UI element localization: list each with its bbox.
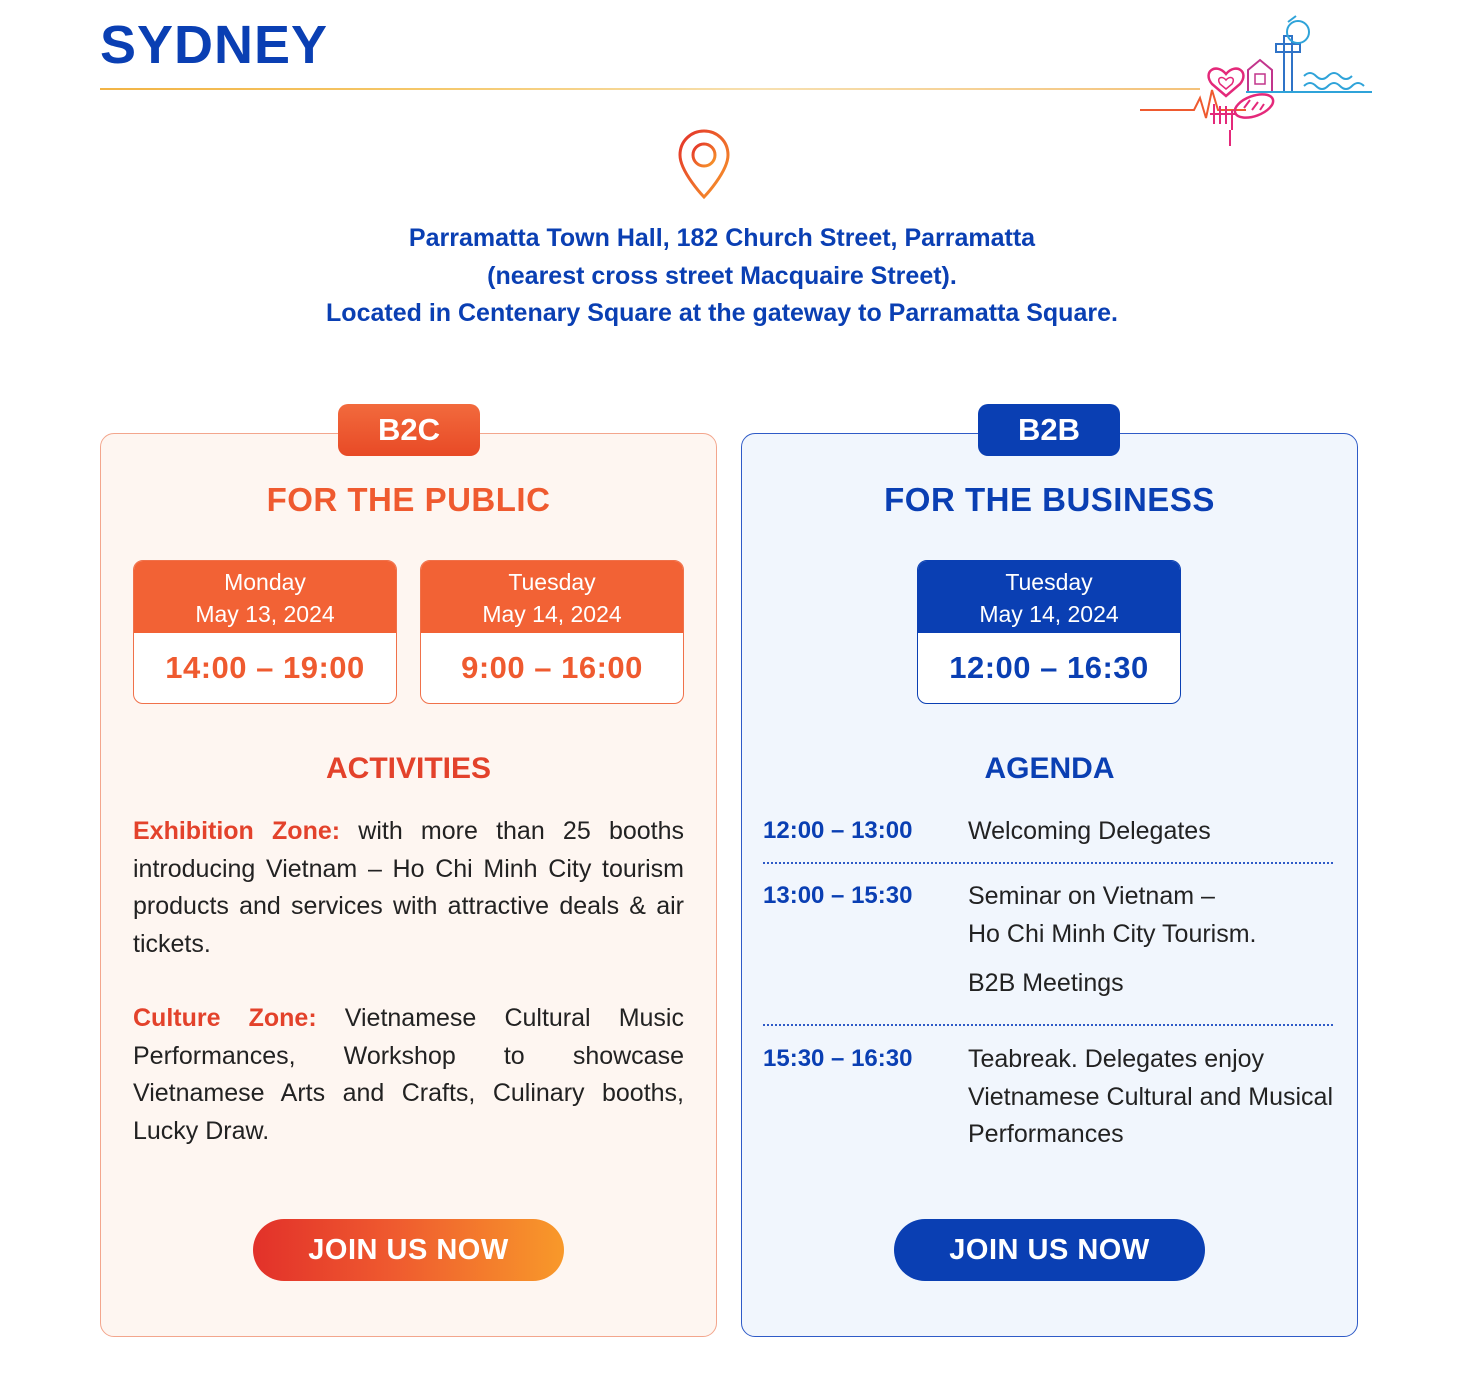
date-day: Monday (224, 569, 306, 595)
b2c-date-box-tuesday (420, 560, 684, 704)
date-header (421, 561, 683, 633)
b2b-date-box (917, 560, 1181, 704)
date-day: Tuesday (1005, 569, 1093, 595)
b2c-tag: B2C (338, 404, 480, 456)
date-value: May 13, 2024 (195, 601, 335, 627)
date-header (918, 561, 1180, 633)
b2c-date-box-monday (133, 560, 397, 704)
agenda-divider (763, 862, 1333, 864)
b2b-tag: B2B (978, 404, 1120, 456)
agenda-divider (763, 1024, 1333, 1026)
title-divider (100, 88, 1200, 90)
b2b-heading: FOR THE BUSINESS (884, 481, 1215, 518)
address-line: (nearest cross street Macquaire Street). (487, 261, 957, 290)
b2b-join-button[interactable]: JOIN US NOW (894, 1219, 1205, 1281)
map-pin-icon (673, 128, 735, 200)
date-value: May 14, 2024 (979, 601, 1119, 627)
zone-text: Vietnamese Cultural Music Performances, Workshop to showcase Vietnamese Arts and Crafts, Culinary booths, Lucky Draw. (133, 1004, 684, 1145)
address-line: Parramatta Town Hall, 182 Church Street, Parramatta (408, 224, 1036, 252)
zone-label: Exhibition Zone: (133, 817, 341, 845)
b2c-join-button[interactable]: JOIN US NOW (253, 1219, 564, 1281)
agenda-line: B2B Meetings (968, 969, 1124, 997)
date-time: 12:00 – 16:30 (949, 650, 1149, 685)
culture-zone-description (133, 1000, 684, 1150)
agenda-line: Ho Chi Minh City Tourism. (968, 919, 1257, 948)
b2c-heading: FOR THE PUBLIC (266, 481, 551, 518)
address-line: Located in Centenary Square at the gateway to Parramatta Square. (326, 299, 1118, 327)
date-time: 9:00 – 16:00 (461, 650, 643, 685)
zone-text: with more than 25 booths introducing Vietnam – Ho Chi Minh City tourism products and services with attractive deals & air tickets. (133, 817, 684, 958)
agenda-description: Welcoming Delegates (968, 817, 1211, 845)
date-day: Tuesday (508, 569, 596, 595)
agenda-line: Seminar on Vietnam – (968, 882, 1215, 910)
agenda-time: 15:30 – 16:30 (763, 1045, 913, 1072)
date-time: 14:00 – 19:00 (165, 650, 365, 685)
date-value: May 14, 2024 (482, 601, 622, 627)
exhibition-zone-description (133, 813, 684, 963)
agenda-time: 12:00 – 13:00 (763, 817, 913, 844)
agenda-description: Teabreak. Delegates enjoy Vietnamese Cultural and Musical Performances (968, 1045, 1334, 1148)
sydney-skyline-icon (1136, 14, 1376, 150)
agenda-time: 13:00 – 15:30 (763, 882, 913, 909)
activities-heading: ACTIVITIES (325, 752, 491, 785)
date-header (134, 561, 396, 633)
agenda-description (968, 878, 1338, 1003)
venue-address (0, 220, 1444, 333)
agenda-heading: AGENDA (984, 752, 1115, 785)
city-title: SYDNEY (100, 15, 329, 75)
zone-label: Culture Zone: (133, 1004, 317, 1032)
